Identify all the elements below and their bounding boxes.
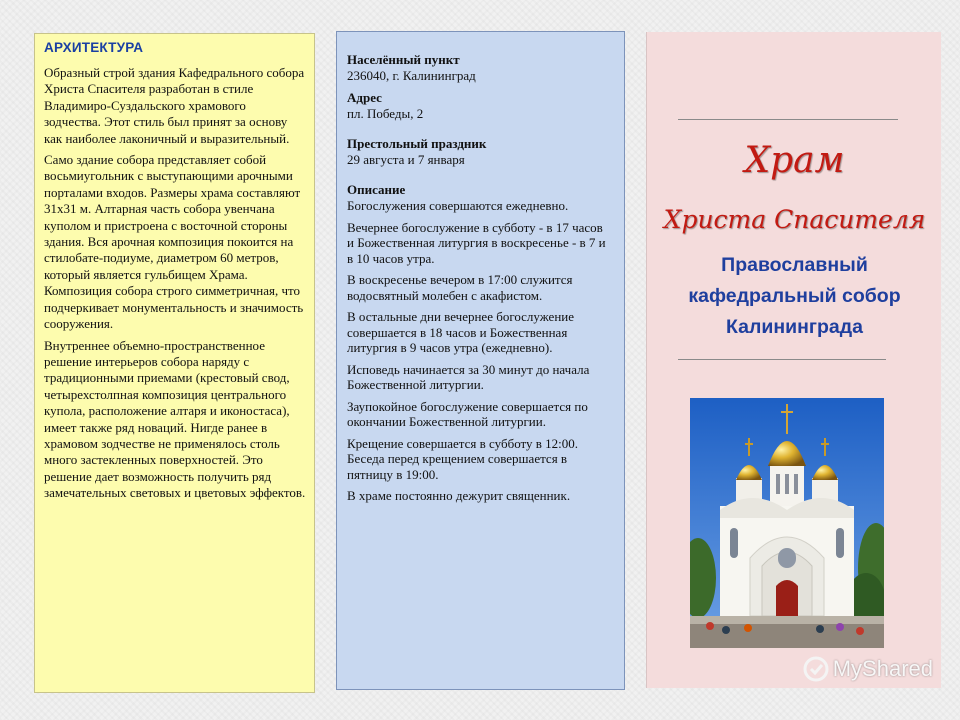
subtitle-line-2: кафедральный собор	[688, 285, 901, 307]
description-paragraph: Вечернее богослужение в субботу - в 17 часов и Божественная литургия в воскресенье - в 7 и в 10 часов утра.	[347, 219, 606, 266]
myshared-logo-icon	[803, 656, 829, 682]
description-paragraph: В остальные дни вечернее богослужение совершается в 18 часов и Божественная литургия в 9 часов утра (ежедневно).	[347, 309, 575, 355]
subtitle-line-3: Калининграда	[725, 316, 863, 338]
architecture-paragraph: Образный строй здания Кафедрального собора Христа Спасителя разработан в стиле Владимиро-Суздальского храмового зодчества. Этот стиль был принят за основу как наиболее лаконичный и выразительный.	[44, 65, 305, 146]
title-line-2: Христа Спасителя	[663, 205, 926, 234]
top-divider	[678, 119, 898, 120]
settlement-value: 236040, г. Калининград	[347, 68, 476, 83]
description-paragraph: Богослужения совершаются ежедневно.	[347, 198, 569, 213]
cathedral-icon	[690, 398, 884, 648]
architecture-heading: АРХИТЕКТУРА	[44, 40, 144, 55]
feast-value: 29 августа и 7 января	[347, 152, 465, 167]
address-label: Адрес	[347, 90, 382, 105]
watermark-text: MyShared	[832, 656, 933, 681]
info-panel	[336, 31, 625, 690]
description-label: Описание	[347, 182, 406, 197]
subtitle-line-1: Православный	[721, 254, 868, 276]
bottom-divider	[678, 359, 886, 360]
settlement-label: Населённый пункт	[347, 52, 460, 67]
address-value: пл. Победы, 2	[347, 106, 424, 121]
feast-label: Престольный праздник	[347, 136, 487, 151]
description-paragraph: В воскресенье вечером в 17:00 служится водосвятный молебен с акафистом.	[347, 272, 573, 303]
myshared-watermark	[803, 656, 933, 682]
architecture-paragraph: Само здание собора представляет собой восьмиугольник с выступающими арочными порталами входов. Размеры храма составляют 31х31 м. Алтарная часть собора увенчана куполом и пристроена с восточной стороны здания. Вся арочная композиция покоится на стилобате-подиуме, диаметром 60 метров, который является гульбищем Храма. Композиция собора строго симметричная, что подчеркивает монументальность и значимость сооружения.	[44, 152, 304, 332]
cover-panel	[646, 32, 941, 688]
cathedral-photo	[690, 398, 884, 648]
architecture-panel	[34, 33, 315, 693]
title-line-1: Храм	[744, 140, 845, 181]
description-paragraph: Заупокойное богослужение совершается по окончании Божественной литургии.	[347, 398, 588, 429]
description-paragraph: Крещение совершается в субботу в 12:00. Беседа перед крещением совершается в пятницу в 19:00.	[347, 435, 579, 482]
description-paragraph: В храме постоянно дежурит священник.	[347, 488, 571, 503]
architecture-paragraph: Внутреннее объемно-пространственное решение интерьеров собора наряду с традиционными приемами (крестовый свод, четырехстолпная композиция центрального купола, расположение алтаря и иконостаса), имеет также ряд новаций. Нигде ранее в храмовом зодчестве не применялось столь много застекленных поверхностей. Это решение дает возможность получить ряд замечательных световых и цветовых эффектов.	[44, 337, 306, 501]
description-paragraph: Исповедь начинается за 30 минут до начала Божественной литургии.	[347, 361, 590, 392]
